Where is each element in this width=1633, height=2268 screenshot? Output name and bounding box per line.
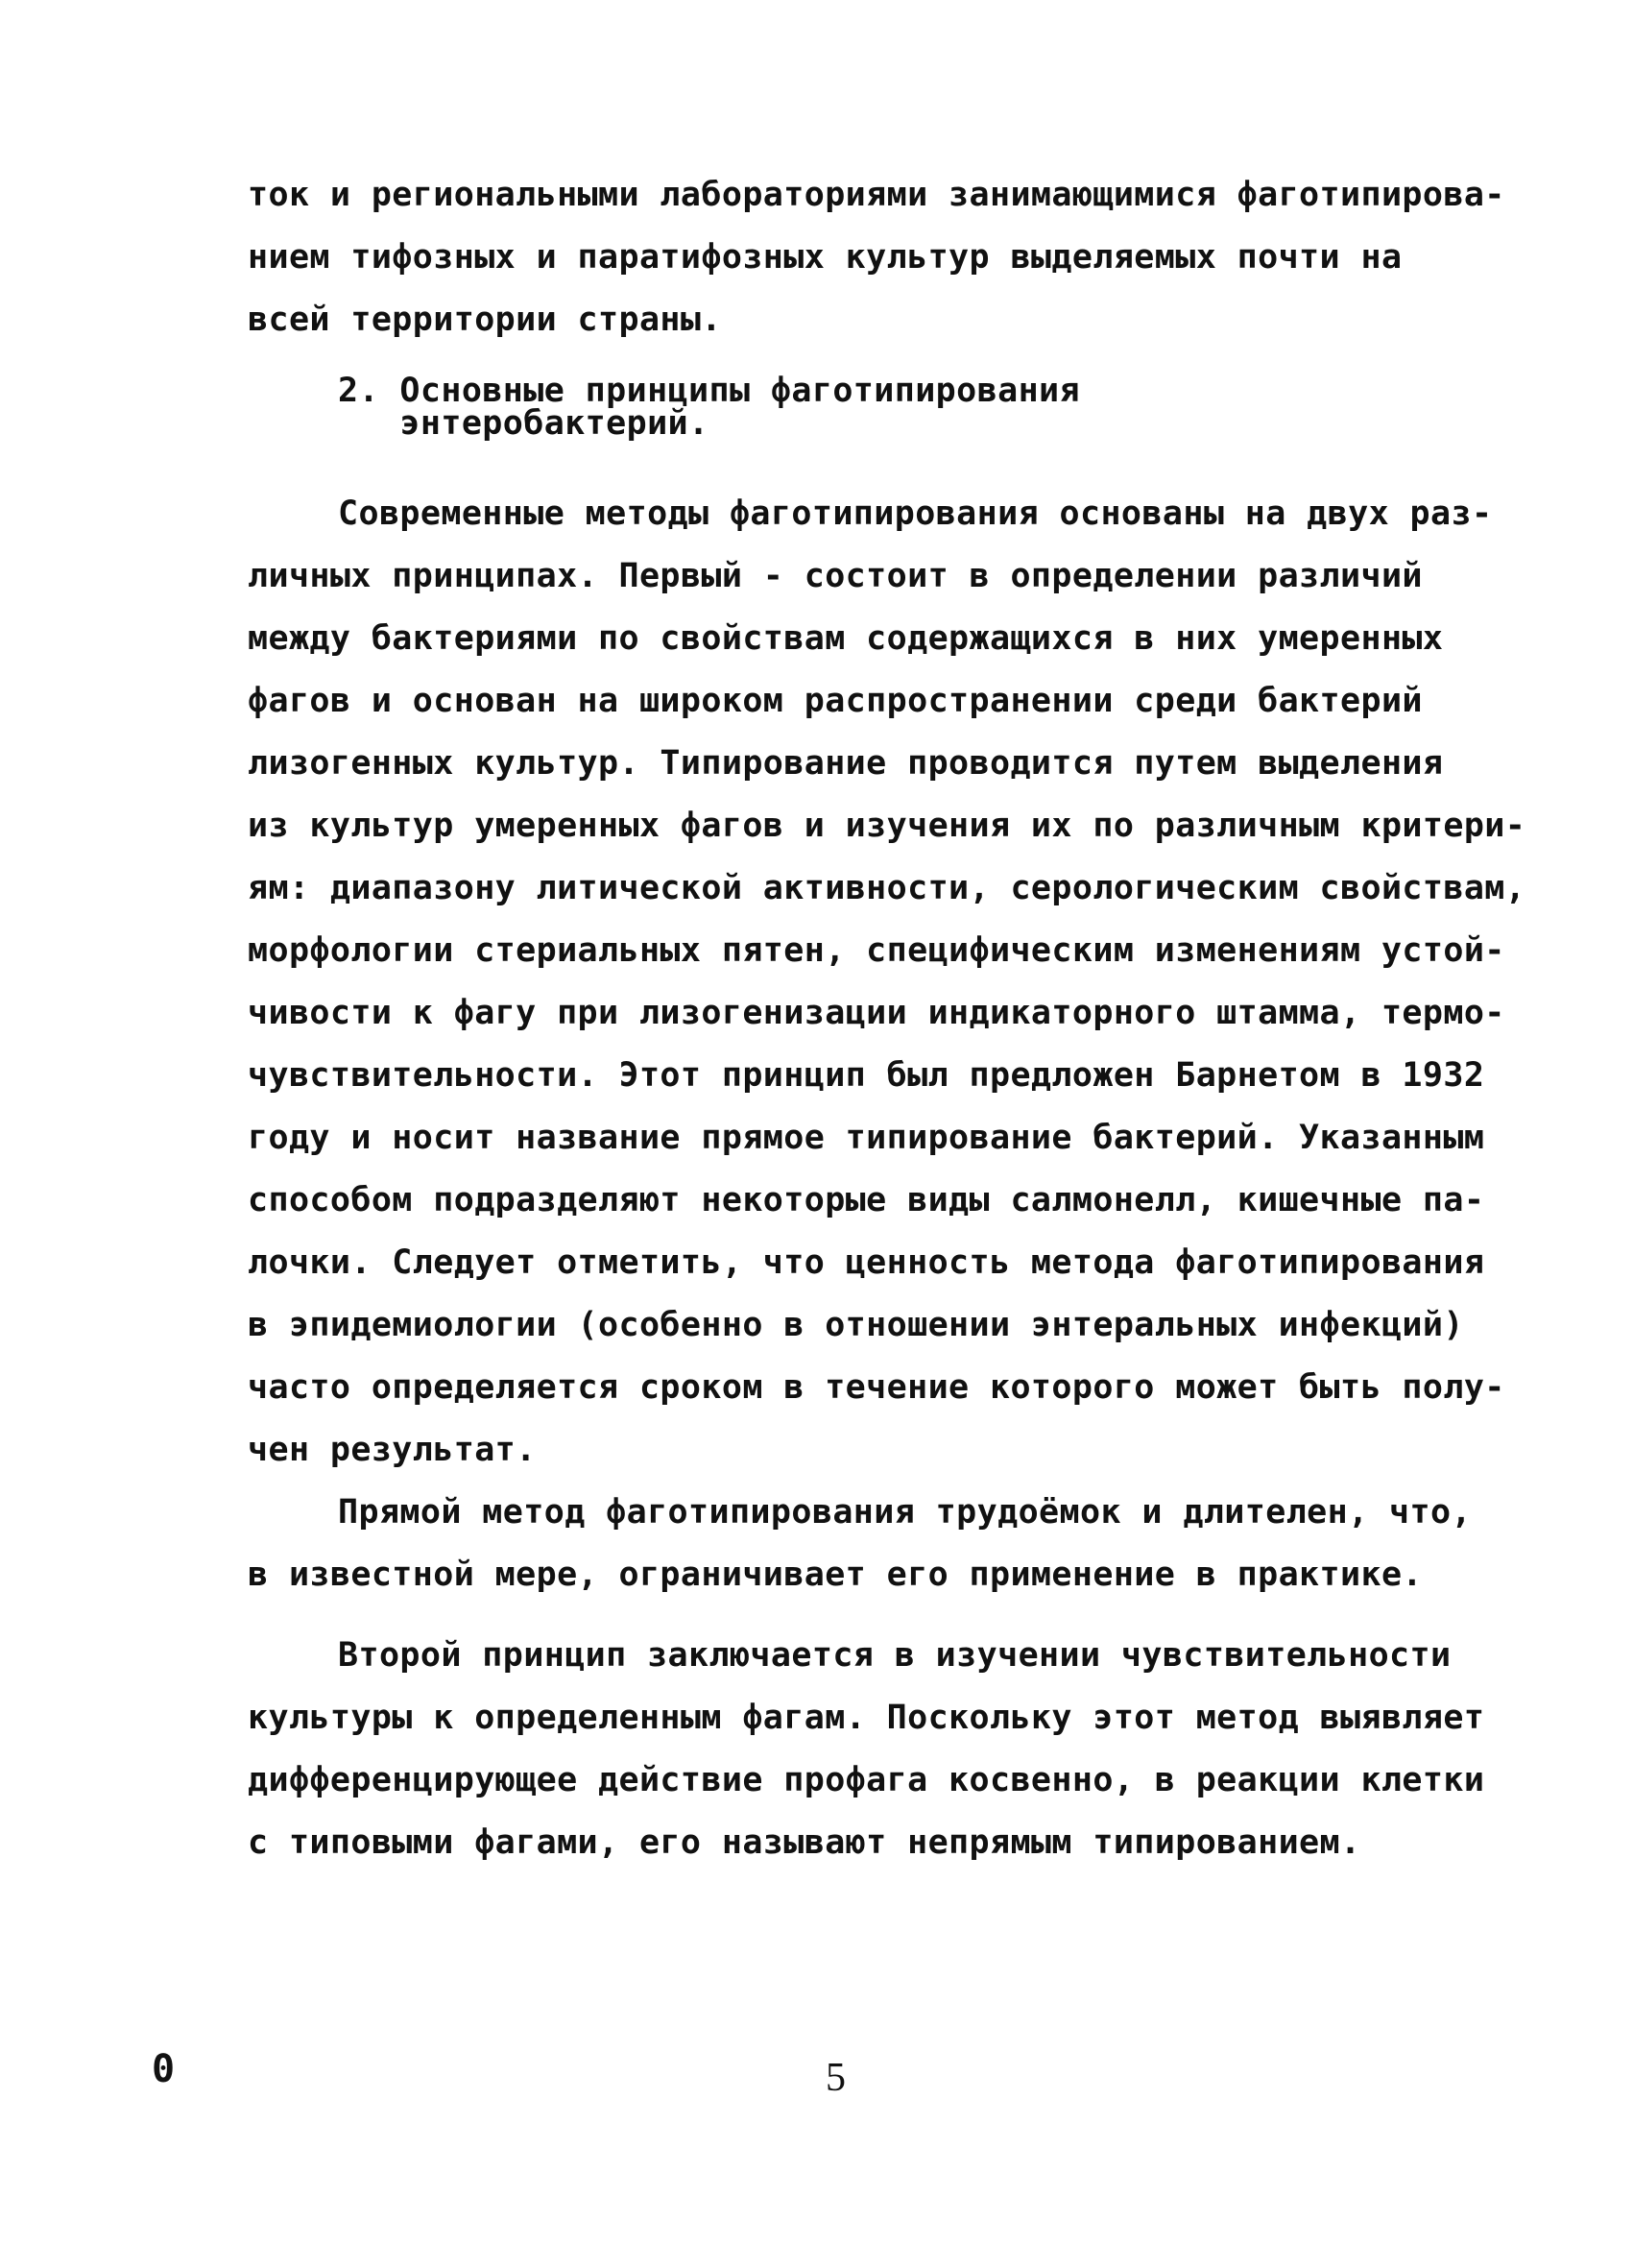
text-line: с типовыми фагами, его называют непрямым типированием.	[248, 1823, 1361, 1862]
text-line: в известной мере, ограничивает его применение в практике.	[248, 1556, 1423, 1594]
page-number: 5	[826, 2056, 847, 2100]
text-line: лочки. Следует отметить, что ценность метода фаготипирования	[248, 1243, 1485, 1282]
text-line: личных принципах. Первый - состоит в определении различий	[248, 557, 1423, 595]
text-line: из культур умеренных фагов и изучения их по различным критери-	[248, 807, 1526, 845]
text-line: нием тифозных и паратифозных культур выделяемых почти на	[248, 238, 1403, 277]
text-line: лизогенных культур. Типирование проводится путем выделения	[248, 744, 1444, 783]
text-line: чувствительности. Этот принцип был предложен Барнетом в 1932	[248, 1056, 1485, 1095]
text-line: ям: диапазону литической активности, серологическим свойствам,	[248, 869, 1526, 907]
text-line: 2. Основные принципы фаготипирования	[338, 372, 1080, 410]
text-line: в эпидемиологии (особенно в отношении энтеральных инфекций)	[248, 1306, 1464, 1344]
text-line: чивости к фагу при лизогенизации индикаторного штамма, термо-	[248, 994, 1505, 1032]
text-line: всей территории страны.	[248, 301, 722, 339]
text-line: ток и региональными лабораториями занимающимися фаготипирова-	[248, 176, 1505, 214]
text-line: Второй принцип заключается в изучении чувствительности	[338, 1636, 1452, 1675]
text-line: году и носит название прямое типирование бактерий. Указанным	[248, 1119, 1485, 1157]
text-line: культуры к определенным фагам. Поскольку этот метод выявляет	[248, 1699, 1485, 1737]
margin-mark: 0	[152, 2047, 176, 2091]
text-line: Современные методы фаготипирования основаны на двух раз-	[338, 495, 1493, 533]
text-line: способом подразделяют некоторые виды салмонелл, кишечные па-	[248, 1181, 1485, 1219]
text-line: энтеробактерий.	[338, 404, 709, 443]
text-line: чен результат.	[248, 1431, 537, 1469]
text-line: фагов и основан на широком распространении среди бактерий	[248, 682, 1423, 720]
text-line: между бактериями по свойствам содержащихся в них умеренных	[248, 619, 1444, 658]
text-line: морфологии стериальных пятен, специфическим изменениям устой-	[248, 931, 1505, 970]
text-line: дифференцирующее действие профага косвенно, в реакции клетки	[248, 1761, 1485, 1799]
text-line: Прямой метод фаготипирования трудоёмок и длителен, что,	[338, 1493, 1472, 1532]
text-line: часто определяется сроком в течение которого может быть полу-	[248, 1368, 1505, 1407]
